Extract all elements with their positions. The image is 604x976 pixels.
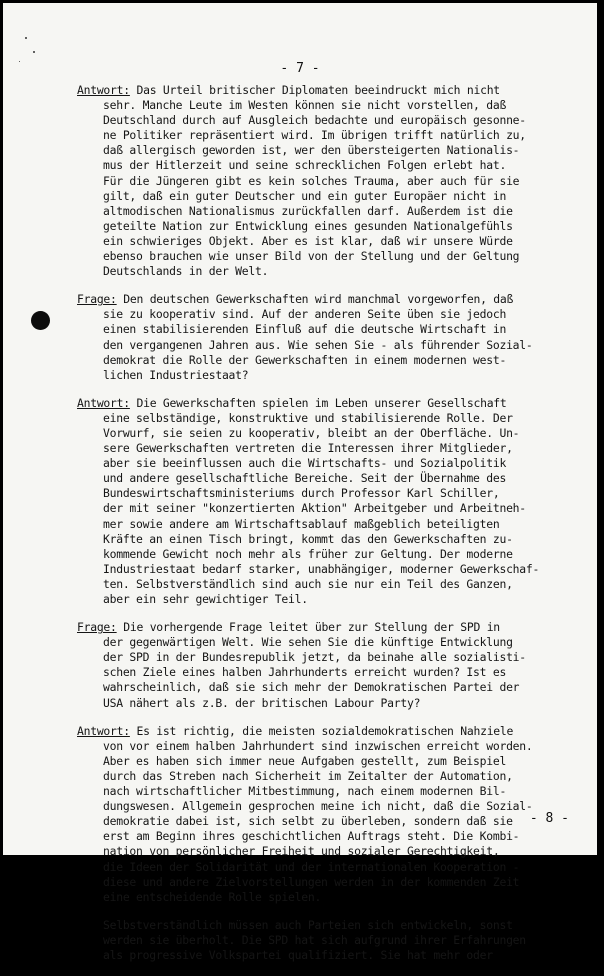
- text-line: [77, 696, 589, 711]
- text-line: [77, 353, 589, 368]
- speaker-label: Frage:: [77, 620, 117, 635]
- line-text: Kräfte an einen Tisch bringt, kommt das den Gewerkschaften zu-: [103, 531, 513, 546]
- text-line: [77, 264, 589, 279]
- line-text: sehr. Manche Leute im Westen können sie nicht vorstellen, daß: [103, 98, 507, 113]
- text-line: [77, 219, 589, 234]
- line-text: Bundeswirtschaftsministeriums durch Professor Karl Schiller,: [103, 486, 500, 501]
- text-line: [77, 769, 589, 784]
- text-line: [77, 890, 589, 905]
- line-text: ein schwieriges Objekt. Aber es ist klar, daß wir unsere Würde: [103, 233, 513, 248]
- text-line: [77, 471, 589, 486]
- answer-block: [77, 724, 589, 905]
- answer-block: [77, 396, 589, 607]
- answer-block: [77, 83, 589, 279]
- text-line: [77, 486, 589, 501]
- line-text: Den deutschen Gewerkschaften wird manchmal vorgeworfen, daß: [123, 292, 514, 307]
- text-line: [77, 396, 589, 411]
- text-line: [77, 441, 589, 456]
- line-text: eine entscheidende Rolle spielen.: [103, 889, 322, 904]
- line-text: den vergangenen Jahren aus. Wie sehen Sie - als führender Sozial-: [103, 337, 533, 352]
- text-line: [77, 592, 589, 607]
- line-text: Die vorhergende Frage leitet über zur Stellung der SPD in: [123, 620, 500, 635]
- text-line: [77, 665, 589, 680]
- text-line: [77, 829, 589, 844]
- text-line: [77, 174, 589, 189]
- line-text: Die Gewerkschaften spielen im Leben unserer Gesellschaft: [136, 395, 507, 410]
- question-block: [77, 292, 589, 383]
- text-line: [77, 680, 589, 695]
- text-line: [77, 635, 589, 650]
- speaker-label: Antwort:: [77, 83, 130, 97]
- text-line: [77, 577, 589, 592]
- text-line: [77, 547, 589, 562]
- line-text: aber sie beeinflussen auch die Wirtschafts- und Sozialpolitik: [103, 456, 507, 471]
- line-text: Deutschland durch auf Ausgleich bedachte und europäisch gesonne-: [103, 113, 526, 128]
- line-text: ne Politiker repräsentiert wird. Im übrigen trifft natürlich zu,: [103, 128, 526, 143]
- text-line: [77, 322, 589, 337]
- line-text: geteilte Nation zur Entwicklung eines gesunden Nationalgefühls: [103, 218, 513, 233]
- text-line: [77, 620, 589, 635]
- line-text: der SPD in der Bundesrepublik jetzt, da beinahe alle sozialisti-: [103, 650, 526, 665]
- page-number: - 7 -: [280, 61, 320, 76]
- text-line: [77, 754, 589, 769]
- line-text: Vorwurf, sie seien zu kooperativ, bleibt an der Oberfläche. Un-: [103, 425, 520, 440]
- text-line: [77, 368, 589, 383]
- text-line: [77, 98, 589, 113]
- text-line: [77, 532, 589, 547]
- scan-speck: [19, 61, 20, 62]
- text-line: [77, 650, 589, 665]
- text-line: [77, 844, 589, 859]
- text-line: [77, 501, 589, 516]
- line-text: kommende Gewicht noch mehr als früher zur Geltung. Der moderne: [103, 546, 513, 561]
- punch-hole: [31, 311, 50, 330]
- line-text: der gegenwärtigen Welt. Wie sehen Sie die künftige Entwicklung: [103, 635, 513, 650]
- line-text: dungswesen. Allgemein gesprochen meine ich nicht, daß die Sozial-: [103, 799, 533, 814]
- line-text: demokratie dabei ist, sich selbt zu überleben, sondern daß sie: [103, 814, 513, 829]
- speaker-label: Frage:: [77, 292, 117, 307]
- line-text: schen Ziele eines halben Jahrhunderts erreicht wurden? Ist es: [103, 665, 507, 680]
- text-line: [77, 83, 589, 98]
- line-text: USA nähert als z.B. der britischen Labour Party?: [103, 695, 421, 710]
- line-text: sere Gewerkschaften vertreten die Interessen ihrer Mitglieder,: [103, 441, 513, 456]
- text-line: [77, 113, 589, 128]
- line-text: Es ist richtig, die meisten sozialdemokratischen Nahziele: [136, 723, 514, 738]
- line-text: Das Urteil britischer Diplomaten beeindruckt mich nicht: [136, 83, 500, 97]
- line-text: daß allergisch geworden ist, wer den übersteigerten Nationalis-: [103, 143, 520, 158]
- text-line: [77, 292, 589, 307]
- document-body: [77, 83, 589, 976]
- text-line: [77, 234, 589, 249]
- line-text: ebenso brauchen wie unser Bild von der Stellung und der Geltung: [103, 249, 520, 264]
- text-line: [77, 814, 589, 829]
- line-text: sie zu kooperativ sind. Auf der anderen Seite üben sie jedoch: [103, 307, 507, 322]
- text-line: [77, 739, 589, 754]
- line-text: diese und andere Zielvorstellungen werden in der kommenden Zeit: [103, 874, 520, 889]
- text-line: [77, 456, 589, 471]
- line-text: der mit seiner "konzertierten Aktion" Arbeitgeber und Arbeitneh-: [103, 501, 526, 516]
- line-text: einen stabilisierenden Einfluß auf die deutsche Wirtschaft in: [103, 322, 507, 337]
- text-line: [77, 411, 589, 426]
- line-text: nation von persönlicher Freiheit und sozialer Gerechtigkeit,: [103, 844, 500, 859]
- closing-paragraph: [77, 918, 589, 963]
- line-text: nach wirtschaftlicher Mitbestimmung, nach einem modernen Bil-: [103, 784, 507, 799]
- text-line: [77, 860, 589, 875]
- document-page: [3, 3, 597, 962]
- speaker-label: Antwort:: [77, 395, 130, 410]
- text-line: [77, 426, 589, 441]
- line-text: gilt, daß ein guter Deutscher und ein guter Europäer nicht in: [103, 188, 507, 203]
- text-line: [77, 307, 589, 322]
- text-line: [77, 724, 589, 739]
- text-line: [77, 562, 589, 577]
- line-text: lichen Industriestaat?: [103, 367, 249, 382]
- text-line: [77, 189, 589, 204]
- text-line: [77, 517, 589, 532]
- line-text: und andere gesellschaftliche Bereiche. Seit der Übernahme des: [103, 471, 507, 486]
- text-line: [77, 249, 589, 264]
- scan-speck: [33, 51, 35, 53]
- text-line: [77, 875, 589, 890]
- line-text: aber ein sehr gewichtiger Teil.: [103, 592, 308, 606]
- line-text: durch das Streben nach Sicherheit im Zeitalter der Automation,: [103, 768, 513, 783]
- line-text: eine selbständige, konstruktive und stabilisierende Rolle. Der: [103, 410, 513, 425]
- line-text: die Ideen der Solidarität und der internationalen Kooperation -: [103, 859, 520, 874]
- line-text: wahrscheinlich, daß sie sich mehr der Demokratischen Partei der: [103, 680, 520, 695]
- text-line: [77, 128, 589, 143]
- text-line: [77, 143, 589, 158]
- text-line: werden sie überholt. Die SPD hat sich aufgrund ihrer Erfahrungen: [103, 932, 526, 947]
- line-text: mus der Hitlerzeit und seine schrecklichen Folgen erlebt hat.: [103, 158, 507, 173]
- question-block: [77, 620, 589, 711]
- line-text: Für die Jüngeren gibt es kein solches Trauma, aber auch für sie: [103, 173, 520, 188]
- text-line: [77, 799, 589, 814]
- line-text: Deutschlands in der Welt.: [103, 264, 269, 279]
- text-line: [77, 338, 589, 353]
- text-line: [77, 158, 589, 173]
- scan-speck: [25, 37, 27, 39]
- line-text: Industriestaat bedarf starker, unabhängiger, moderner Gewerkschaf-: [103, 561, 540, 576]
- line-text: mer sowie andere am Wirtschaftsablauf maßgeblich beteiligten: [103, 516, 500, 531]
- speaker-label: Antwort:: [77, 723, 130, 738]
- line-text: altmodischen Nationalismus zurückfallen darf. Außerdem ist die: [103, 203, 513, 218]
- next-page-marker: - 8 -: [529, 811, 569, 826]
- line-text: erst am Beginn ihres geschichtlichen Auftrags steht. Die Kombi-: [103, 829, 520, 844]
- line-text: demokrat die Rolle der Gewerkschaften in einem modernen west-: [103, 352, 507, 367]
- text-line: [77, 784, 589, 799]
- line-text: ten. Selbstverständlich sind auch sie nur ein Teil des Ganzen,: [103, 576, 513, 591]
- text-line: [77, 204, 589, 219]
- text-line: als progressive Volkspartei qualifiziert. Sie hat mehr oder: [103, 947, 493, 962]
- line-text: von vor einem halben Jahrhundert sind inzwischen erreicht worden.: [103, 738, 533, 753]
- line-text: Aber es haben sich immer neue Aufgaben gestellt, zum Beispiel: [103, 753, 507, 768]
- text-line: Selbstverständlich müssen auch Parteien sich entwickeln, sonst: [103, 917, 513, 932]
